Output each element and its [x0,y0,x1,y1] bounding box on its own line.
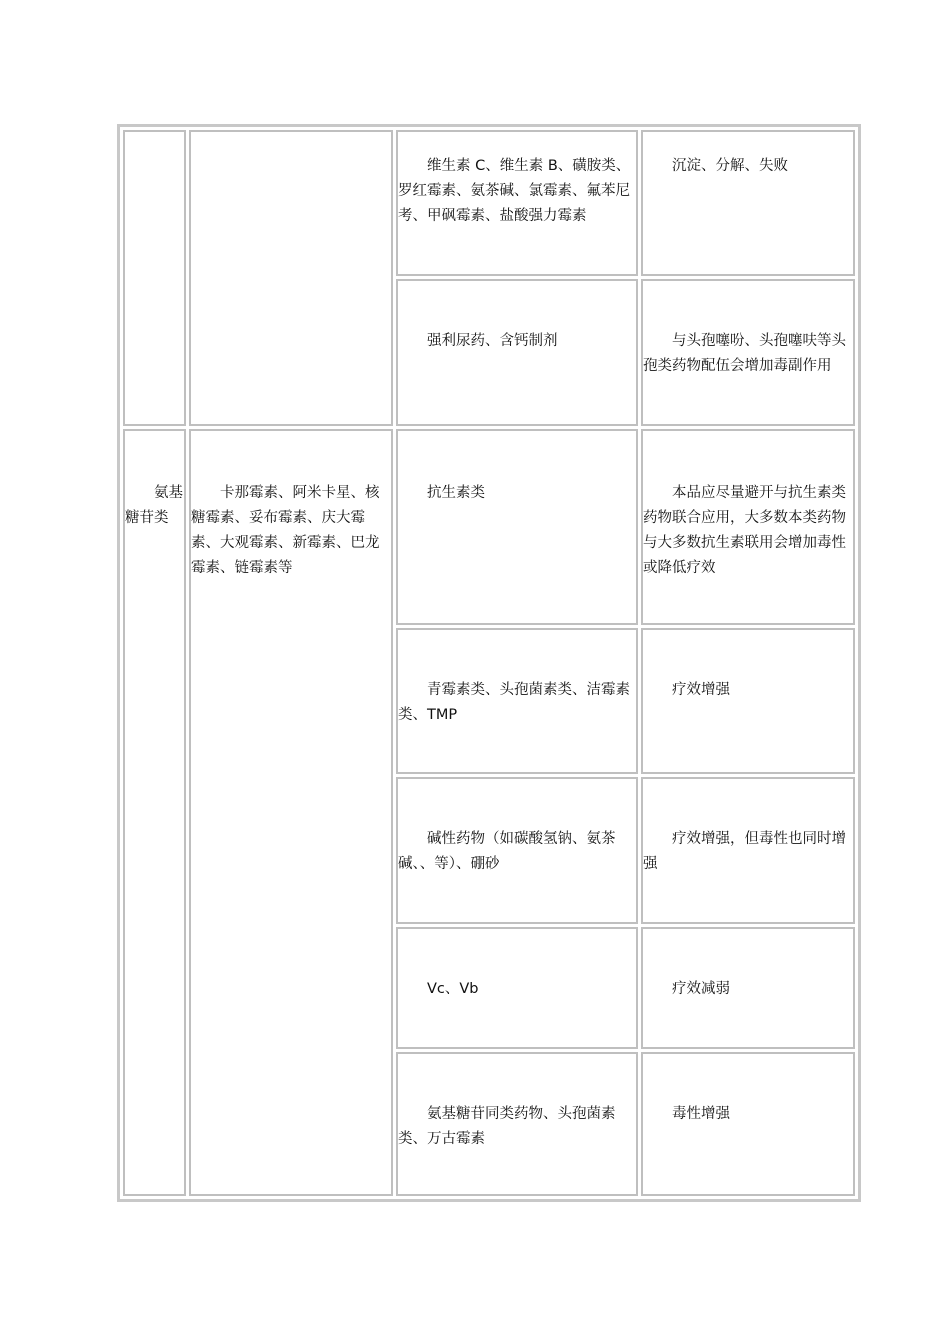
effect-cell: 疗效增强，但毒性也同时增强 [641,777,855,924]
effect-cell: 本品应尽量避开与抗生素类药物联合应用，大多数本类药物与大多数抗生素联用会增加毒性或降低疗效 [641,429,855,625]
effect-cell: 疗效增强 [641,628,855,774]
effect-cell: 沉淀、分解、失败 [641,130,855,276]
category-cell [123,130,186,426]
combined-with-cell: 氨基糖苷同类药物、头孢菌素类、万古霉素 [396,1052,638,1196]
combined-with-cell: 青霉素类、头孢菌素类、洁霉素类、TMP [396,628,638,774]
effect-cell: 疗效减弱 [641,927,855,1049]
combined-with-cell: Vc、Vb [396,927,638,1049]
category-cell: 氨基糖苷类 [123,429,186,1196]
table-row [123,130,855,276]
drugs-cell [189,130,393,426]
combined-with-cell: 碱性药物（如碳酸氢钠、氨茶碱、、等）、硼砂 [396,777,638,924]
combined-with-cell: 强利尿药、含钙制剂 [396,279,638,426]
table-row [123,429,855,625]
drugs-cell: 卡那霉素、阿米卡星、核糖霉素、妥布霉素、庆大霉素、大观霉素、新霉素、巴龙霉素、链霉素等 [189,429,393,1196]
drug-compatibility-table [117,124,861,1202]
combined-with-cell: 维生素 C、维生素 B、磺胺类、罗红霉素、氨茶碱、氯霉素、氟苯尼考、甲砜霉素、盐酸强力霉素 [396,130,638,276]
effect-cell: 毒性增强 [641,1052,855,1196]
combined-with-cell: 抗生素类 [396,429,638,625]
effect-cell: 与头孢噻吩、头孢噻呋等头孢类药物配伍会增加毒副作用 [641,279,855,426]
